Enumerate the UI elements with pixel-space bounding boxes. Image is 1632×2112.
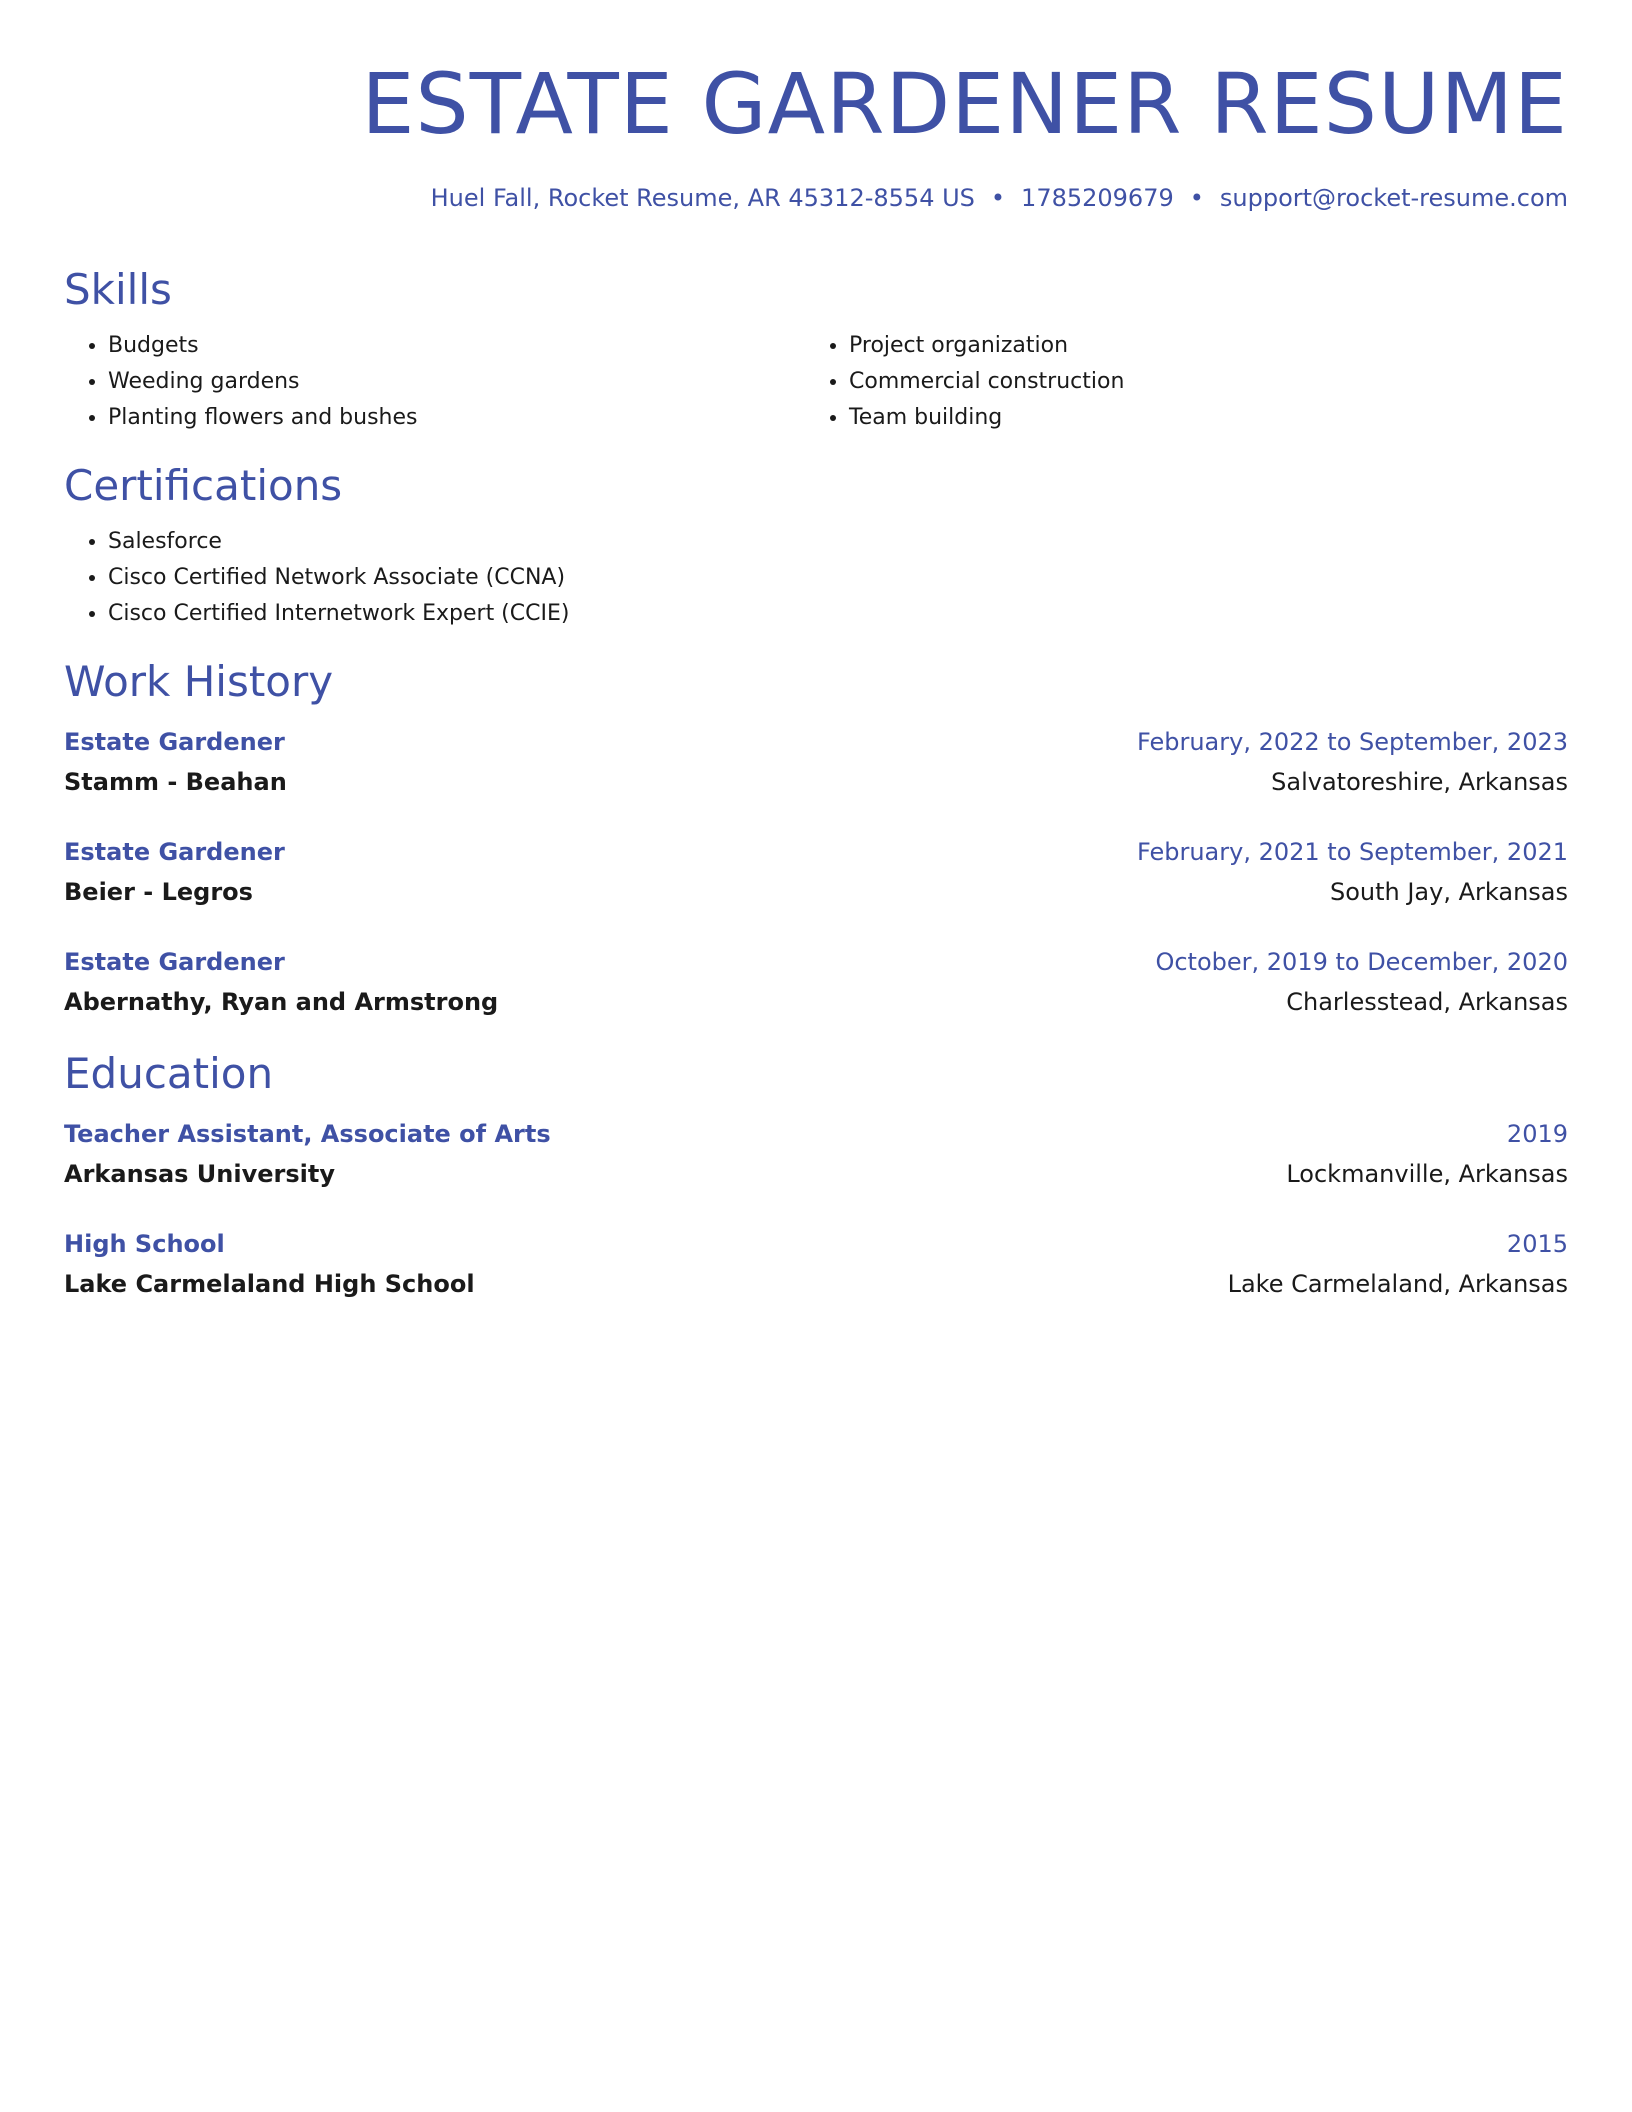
education-degree: High School <box>64 1230 225 1258</box>
education-entry <box>64 1224 1568 1304</box>
skill-item: • Weeding gardens <box>108 364 805 400</box>
job-dates: February, 2021 to September, 2021 <box>1136 838 1568 866</box>
education-heading: Education <box>64 1049 274 1098</box>
job-entry <box>64 942 1568 1022</box>
job-location: Salvatoreshire, Arkansas <box>1271 768 1568 796</box>
education-school: Lake Carmelaland High School <box>64 1270 475 1298</box>
contact-separator: • <box>1189 184 1204 212</box>
certification-item: • Cisco Certified Internetwork Expert (CCIE) <box>108 596 1568 632</box>
job-dates: February, 2022 to September, 2023 <box>1136 728 1568 756</box>
education-entry <box>64 1114 1568 1194</box>
contact-phone: 1785209679 <box>1021 184 1174 212</box>
education-school: Arkansas University <box>64 1160 335 1188</box>
education-location: Lockmanville, Arkansas <box>1286 1160 1568 1188</box>
job-company: Stamm - Beahan <box>64 768 287 796</box>
resume-header <box>64 56 1568 214</box>
skill-item: • Team building <box>849 400 1546 436</box>
job-title: Estate Gardener <box>64 728 285 756</box>
job-title: Estate Gardener <box>64 948 285 976</box>
work-history-heading: Work History <box>64 657 334 706</box>
work-history-list <box>64 722 1568 1022</box>
certifications-list <box>64 524 1568 632</box>
education-year: 2019 <box>1506 1120 1568 1148</box>
contact-address: Huel Fall, Rocket Resume, AR 45312-8554 US <box>430 184 975 212</box>
resume-title: ESTATE GARDENER RESUME <box>361 55 1568 153</box>
skills-column-right <box>805 328 1546 436</box>
job-company: Abernathy, Ryan and Armstrong <box>64 988 499 1016</box>
contact-separator: • <box>990 184 1006 212</box>
job-company: Beier - Legros <box>64 878 253 906</box>
education-location: Lake Carmelaland, Arkansas <box>1227 1270 1568 1298</box>
contact-line <box>64 182 1568 214</box>
contact-email[interactable]: support@rocket-resume.com <box>1219 184 1568 212</box>
skills-column-left <box>64 328 805 436</box>
education-degree: Teacher Assistant, Associate of Arts <box>64 1120 551 1148</box>
job-title: Estate Gardener <box>64 838 285 866</box>
job-entry <box>64 722 1568 802</box>
skills-heading: Skills <box>64 265 172 314</box>
certification-item: • Cisco Certified Network Associate (CCNA) <box>108 560 1568 596</box>
skill-item: • Commercial construction <box>849 364 1546 400</box>
job-dates: October, 2019 to December, 2020 <box>1155 948 1568 976</box>
job-entry <box>64 832 1568 912</box>
education-year: 2015 <box>1506 1230 1568 1258</box>
job-location: Charlesstead, Arkansas <box>1286 988 1568 1016</box>
certifications-heading: Certifications <box>64 461 343 510</box>
education-list <box>64 1114 1568 1304</box>
skill-item: • Budgets <box>108 328 805 364</box>
job-location: South Jay, Arkansas <box>1329 878 1568 906</box>
skill-item: • Planting flowers and bushes <box>108 400 805 436</box>
skill-item: • Project organization <box>849 328 1546 364</box>
skills-list <box>64 318 1568 436</box>
certification-item: • Salesforce <box>108 524 1568 560</box>
